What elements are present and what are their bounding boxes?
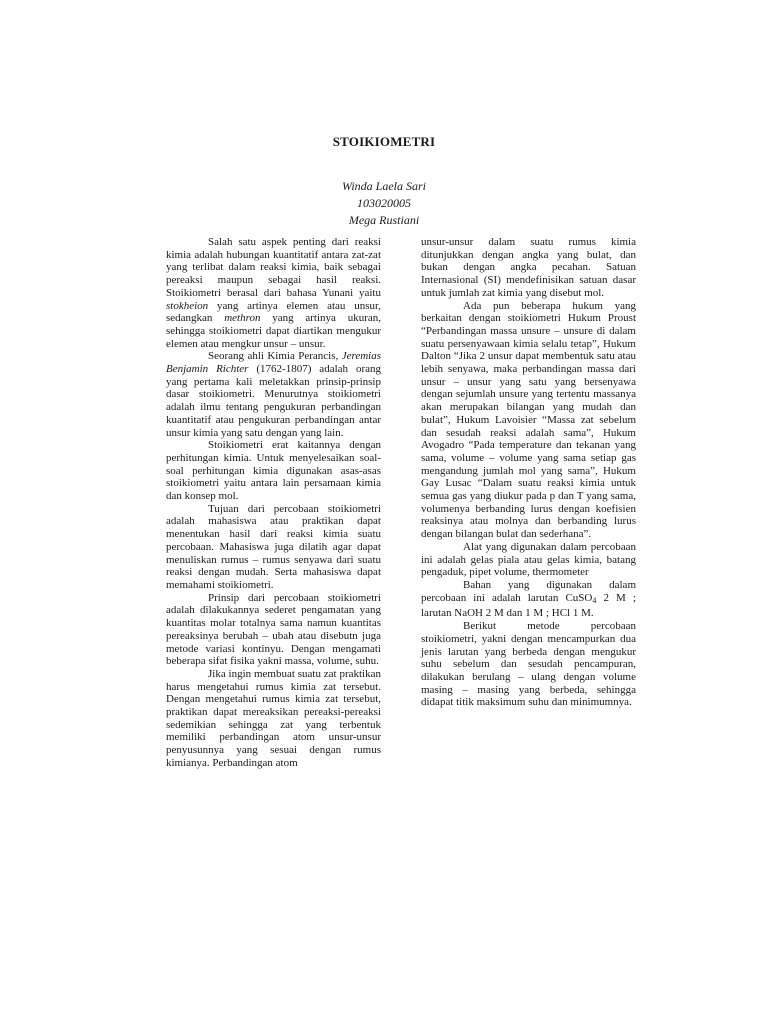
- paragraph-text: Seorang ahli Kimia Perancis,: [208, 350, 342, 363]
- paragraph-tools: Alat yang digunakan dalam percobaan ini adalah gelas piala atau gelas kimia, batang pengaduk, pipet volume, thermometer: [421, 540, 636, 579]
- paragraph-definition: [166, 236, 381, 350]
- page-title: STOIKIOMETRI: [332, 134, 436, 149]
- author-id: 103020005: [357, 196, 411, 210]
- paragraph-method: Berikut metode percobaan stoikiometri, yakni dengan mencampurkan dua jenis larutan yang berbeda dengan mengukur suhu sebelum dan sesudah pencampuran, dilakukan berulang – ulang dengan volume masing – masing yang berbeda, sehingga didapat titik maksimum suhu dan minimumnya.: [421, 620, 636, 709]
- paragraph-materials: [421, 579, 636, 620]
- greek-term-methron: methron: [224, 312, 261, 325]
- paragraph-principle: Prinsip dari percobaan stoikiometri adalah dilakukannya sederet pengamatan yang kuantitas molar totalnya sama namun kuantitas pereaksinya berubah – ubah atau disebutn juga metode variasi kontinyu. Dengan mengamati beberapa sifat fisika yakni massa, volume, suhu.: [166, 591, 381, 668]
- greek-term-stokheion: stokheion: [166, 299, 209, 312]
- paragraph-text: Salah satu aspek penting dari reaksi kimia adalah hubungan kuantitatif antara zat-zat yang terlibat dalam reaksi kimia, baik sebagai pereaksi maupun sebagai hasil reaksi. Stoikiometri berasal dari bahasa Yunani yaitu: [166, 236, 381, 299]
- author-name-2: Mega Rustiani: [348, 213, 420, 227]
- paragraph-calculation: Stoikiometri erat kaitannya dengan perhitungan kimia. Untuk menyelesaikan soal-soal perhitungan kimia digunakan asas-asas stoikiometri yaitu antara lain persamaan kimia dan konsep mol.: [166, 439, 381, 503]
- paragraph-text: (1762-1807) adalah orang yang pertama kali meletakkan prinsip-prinsip dasar stoikiometri. Menurutnya stoikiometri adalah ilmu tentang pengukuran perbandingan kuantitatif atau pengukuran perbandingan antar unsur kimia yang satu dengan yang lain.: [166, 363, 381, 439]
- right-column: [421, 236, 636, 709]
- subscript: 4: [592, 595, 597, 605]
- paragraph-laws: Ada pun beberapa hukum yang berkaitan dengan stoikiometri Hukum Proust “Perbandingan massa unsure – unsure di dalam suatu persenyawaan kimia selalu tetap”, Hukum Dalton “Jika 2 unsur dapat membentuk satu atau lebih senyawa, maka perbandingan massa dari unsur – unsur yang satu yang bersenyawa dengan sejumlah unsure yang tertentu massanya akan merupakan bilangan yang mudah dan bulat”, Hukum Lavoisier “Massa zat sebelum dan sesudah reaksi adalah sama”, Hukum Avogadro “Pada temperature dan tekanan yang sama, volume – volume yang sama setiap gas mengandung jumlah mol yang sama”, Hukum Gay Lusac “Dalam suatu reaksi kimia untuk semua gas yang diukur pada p dan T yang sama, volumenya berbanding lurus dengan koefisien reaksinya atau molnya dan berbanding lurus dengan bilangan bulat dan sederhana”.: [421, 299, 636, 541]
- paragraph-history: [166, 350, 381, 439]
- paragraph-purpose: Tujuan dari percobaan stoikiometri adalah mahasiswa atau praktikan dapat menentukan hasil dari reaksi kimia suatu percobaan. Mahasiswa juga dilatih agar dapat menuliskan rumus – rumus senyawa dari suatu reaksi dengan mudah. Serta mahasiswa dapat memahami stoikiometri.: [166, 502, 381, 591]
- paragraph-formula: Jika ingin membuat suatu zat praktikan harus mengetahui rumus kimia zat tersebut. Dengan mengetahui rumus kimia zat tersebut, praktikan dapat mereaksikan pereaksi-pereaksi sedemikian sehingga zat yang terbentuk memiliki perbandingan atom unsur-unsur penyusunnya yang sesuai dengan rumus kimianya. Perbandingan atom: [166, 667, 381, 769]
- paragraph-text: yang artinya elemen atau unsur, sedangkan: [166, 299, 381, 325]
- author-name-1: Winda Laela Sari: [341, 179, 426, 193]
- paragraph-text: Bahan yang digunakan dalam percobaan ini adalah larutan CuSO: [421, 578, 636, 604]
- left-column: [166, 236, 381, 770]
- paragraph-text: 2 M ; larutan NaOH 2 M dan 1 M ; HCl 1 M.: [421, 591, 636, 620]
- scientist-name: Jeremias Benjamin Richter: [166, 350, 381, 376]
- paragraph-continued: unsur-unsur dalam suatu rumus kimia ditunjukkan dengan angka yang bulat, dan bukan dengan angka pecahan. Satuan Internasional (SI) mendefinisikan satuan dasar untuk jumlah zat kimia yang disebut mol.: [421, 236, 636, 299]
- paragraph-text: yang artinya ukuran, sehingga stoikiometri dapat diartikan mengukur elemen atau mengkur unsur – unsur.: [166, 312, 381, 350]
- author-block: [0, 178, 768, 229]
